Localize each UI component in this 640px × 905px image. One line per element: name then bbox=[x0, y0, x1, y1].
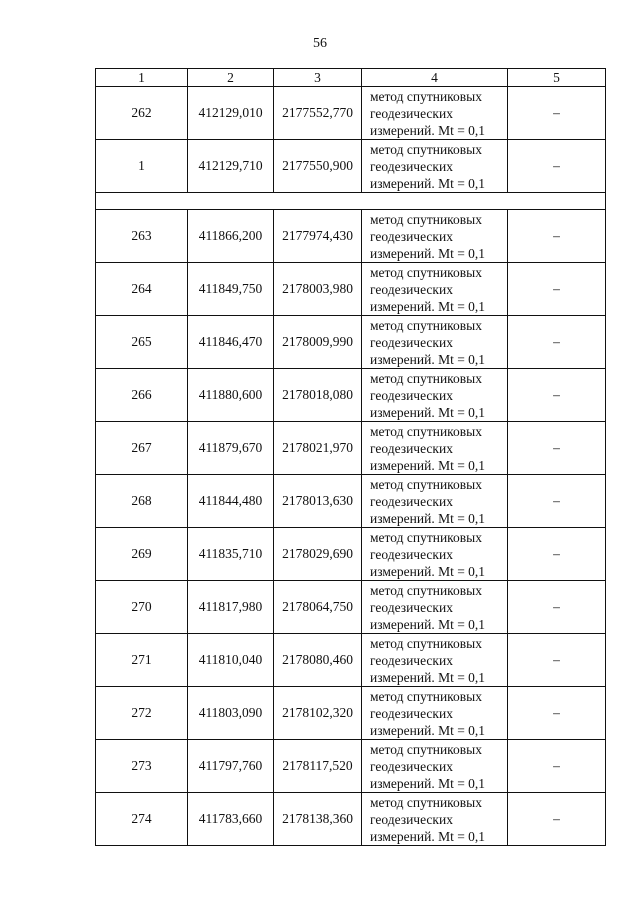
y-coordinate-cell: 2178064,750 bbox=[274, 581, 362, 634]
note-cell: – bbox=[508, 475, 606, 528]
y-coordinate-cell: 2178009,990 bbox=[274, 316, 362, 369]
method-text-line: метод спутниковых bbox=[370, 529, 482, 545]
table-header-row bbox=[96, 69, 606, 87]
point-number-cell: 266 bbox=[96, 369, 188, 422]
method-text-line: измерений. Mt = 0,1 bbox=[370, 122, 486, 138]
point-number-cell: 263 bbox=[96, 210, 188, 263]
method-cell bbox=[362, 687, 508, 740]
x-coordinate-cell: 411810,040 bbox=[188, 634, 274, 687]
method-cell bbox=[362, 422, 508, 475]
table-row bbox=[96, 369, 606, 422]
y-coordinate-cell: 2178138,360 bbox=[274, 793, 362, 846]
x-coordinate-cell: 411803,090 bbox=[188, 687, 274, 740]
x-coordinate-cell: 411880,600 bbox=[188, 369, 274, 422]
point-number-cell: 267 bbox=[96, 422, 188, 475]
table-row bbox=[96, 793, 606, 846]
x-coordinate-cell: 411797,760 bbox=[188, 740, 274, 793]
method-text-line: измерений. Mt = 0,1 bbox=[370, 245, 486, 261]
method-text-line: геодезических bbox=[370, 105, 453, 121]
method-text-line: геодезических bbox=[370, 387, 453, 403]
coordinates-table bbox=[95, 68, 606, 846]
method-text-line: метод спутниковых bbox=[370, 635, 482, 651]
method-cell bbox=[362, 316, 508, 369]
point-number-cell: 271 bbox=[96, 634, 188, 687]
note-cell: – bbox=[508, 528, 606, 581]
method-text-line: геодезических bbox=[370, 158, 453, 174]
column-header-2: 2 bbox=[188, 69, 274, 87]
table-row bbox=[96, 422, 606, 475]
method-cell bbox=[362, 740, 508, 793]
method-text-line: метод спутниковых bbox=[370, 794, 482, 810]
point-number-cell: 1 bbox=[96, 140, 188, 193]
method-text-line: метод спутниковых bbox=[370, 688, 482, 704]
method-text-line: метод спутниковых bbox=[370, 582, 482, 598]
note-cell: – bbox=[508, 634, 606, 687]
point-number-cell: 270 bbox=[96, 581, 188, 634]
method-text-line: измерений. Mt = 0,1 bbox=[370, 616, 486, 632]
x-coordinate-cell: 411866,200 bbox=[188, 210, 274, 263]
y-coordinate-cell: 2177550,900 bbox=[274, 140, 362, 193]
note-cell: – bbox=[508, 793, 606, 846]
y-coordinate-cell: 2177974,430 bbox=[274, 210, 362, 263]
point-number-cell: 262 bbox=[96, 87, 188, 140]
method-text-line: метод спутниковых bbox=[370, 370, 482, 386]
method-text-line: метод спутниковых bbox=[370, 141, 482, 157]
y-coordinate-cell: 2178102,320 bbox=[274, 687, 362, 740]
note-cell: – bbox=[508, 140, 606, 193]
y-coordinate-cell: 2178080,460 bbox=[274, 634, 362, 687]
method-text-line: метод спутниковых bbox=[370, 264, 482, 280]
x-coordinate-cell: 411849,750 bbox=[188, 263, 274, 316]
y-coordinate-cell: 2178029,690 bbox=[274, 528, 362, 581]
point-number-cell: 272 bbox=[96, 687, 188, 740]
x-coordinate-cell: 412129,010 bbox=[188, 87, 274, 140]
method-text-line: метод спутниковых bbox=[370, 88, 482, 104]
point-number-cell: 268 bbox=[96, 475, 188, 528]
table-row bbox=[96, 528, 606, 581]
x-coordinate-cell: 411817,980 bbox=[188, 581, 274, 634]
method-cell bbox=[362, 634, 508, 687]
y-coordinate-cell: 2178018,080 bbox=[274, 369, 362, 422]
coordinates-table-body bbox=[96, 69, 606, 846]
method-cell bbox=[362, 210, 508, 263]
method-text-line: измерений. Mt = 0,1 bbox=[370, 510, 486, 526]
table-row bbox=[96, 210, 606, 263]
method-cell bbox=[362, 140, 508, 193]
note-cell: – bbox=[508, 87, 606, 140]
y-coordinate-cell: 2178003,980 bbox=[274, 263, 362, 316]
method-text-line: геодезических bbox=[370, 758, 453, 774]
x-coordinate-cell: 411879,670 bbox=[188, 422, 274, 475]
point-number-cell: 265 bbox=[96, 316, 188, 369]
method-text-line: геодезических bbox=[370, 228, 453, 244]
method-cell bbox=[362, 475, 508, 528]
column-header-5: 5 bbox=[508, 69, 606, 87]
method-text-line: измерений. Mt = 0,1 bbox=[370, 457, 486, 473]
table-row bbox=[96, 687, 606, 740]
group-separator-cell bbox=[96, 193, 606, 210]
table-row bbox=[96, 140, 606, 193]
point-number-cell: 269 bbox=[96, 528, 188, 581]
note-cell: – bbox=[508, 581, 606, 634]
method-text-line: метод спутниковых bbox=[370, 423, 482, 439]
method-text-line: геодезических bbox=[370, 440, 453, 456]
page-number: 56 bbox=[313, 36, 327, 51]
point-number-cell: 273 bbox=[96, 740, 188, 793]
method-cell bbox=[362, 369, 508, 422]
method-text-line: измерений. Mt = 0,1 bbox=[370, 298, 486, 314]
y-coordinate-cell: 2178117,520 bbox=[274, 740, 362, 793]
method-text-line: геодезических bbox=[370, 334, 453, 350]
y-coordinate-cell: 2178013,630 bbox=[274, 475, 362, 528]
note-cell: – bbox=[508, 422, 606, 475]
x-coordinate-cell: 411844,480 bbox=[188, 475, 274, 528]
note-cell: – bbox=[508, 687, 606, 740]
method-cell bbox=[362, 87, 508, 140]
method-text-line: метод спутниковых bbox=[370, 211, 482, 227]
note-cell: – bbox=[508, 263, 606, 316]
y-coordinate-cell: 2178021,970 bbox=[274, 422, 362, 475]
method-cell bbox=[362, 581, 508, 634]
table-row bbox=[96, 740, 606, 793]
method-text-line: измерений. Mt = 0,1 bbox=[370, 175, 486, 191]
method-text-line: геодезических bbox=[370, 599, 453, 615]
method-text-line: геодезических bbox=[370, 281, 453, 297]
method-text-line: геодезических bbox=[370, 546, 453, 562]
method-text-line: метод спутниковых bbox=[370, 741, 482, 757]
table-row bbox=[96, 475, 606, 528]
note-cell: – bbox=[508, 369, 606, 422]
x-coordinate-cell: 411783,660 bbox=[188, 793, 274, 846]
table-row bbox=[96, 263, 606, 316]
method-text-line: метод спутниковых bbox=[370, 317, 482, 333]
column-header-1: 1 bbox=[96, 69, 188, 87]
column-header-3: 3 bbox=[274, 69, 362, 87]
method-text-line: измерений. Mt = 0,1 bbox=[370, 404, 486, 420]
method-text-line: измерений. Mt = 0,1 bbox=[370, 828, 486, 844]
note-cell: – bbox=[508, 740, 606, 793]
method-text-line: геодезических bbox=[370, 493, 453, 509]
method-text-line: измерений. Mt = 0,1 bbox=[370, 351, 486, 367]
column-header-4: 4 bbox=[362, 69, 508, 87]
method-text-line: измерений. Mt = 0,1 bbox=[370, 563, 486, 579]
method-text-line: измерений. Mt = 0,1 bbox=[370, 722, 486, 738]
point-number-cell: 264 bbox=[96, 263, 188, 316]
table-row bbox=[96, 316, 606, 369]
method-text-line: геодезических bbox=[370, 811, 453, 827]
method-text-line: измерений. Mt = 0,1 bbox=[370, 775, 486, 791]
group-separator-row bbox=[96, 193, 606, 210]
method-cell bbox=[362, 263, 508, 316]
x-coordinate-cell: 411846,470 bbox=[188, 316, 274, 369]
y-coordinate-cell: 2177552,770 bbox=[274, 87, 362, 140]
x-coordinate-cell: 412129,710 bbox=[188, 140, 274, 193]
note-cell: – bbox=[508, 210, 606, 263]
table-row bbox=[96, 634, 606, 687]
table-row bbox=[96, 87, 606, 140]
method-text-line: геодезических bbox=[370, 705, 453, 721]
method-text-line: измерений. Mt = 0,1 bbox=[370, 669, 486, 685]
note-cell: – bbox=[508, 316, 606, 369]
point-number-cell: 274 bbox=[96, 793, 188, 846]
method-text-line: метод спутниковых bbox=[370, 476, 482, 492]
method-text-line: геодезических bbox=[370, 652, 453, 668]
method-cell bbox=[362, 793, 508, 846]
table-row bbox=[96, 581, 606, 634]
x-coordinate-cell: 411835,710 bbox=[188, 528, 274, 581]
method-cell bbox=[362, 528, 508, 581]
